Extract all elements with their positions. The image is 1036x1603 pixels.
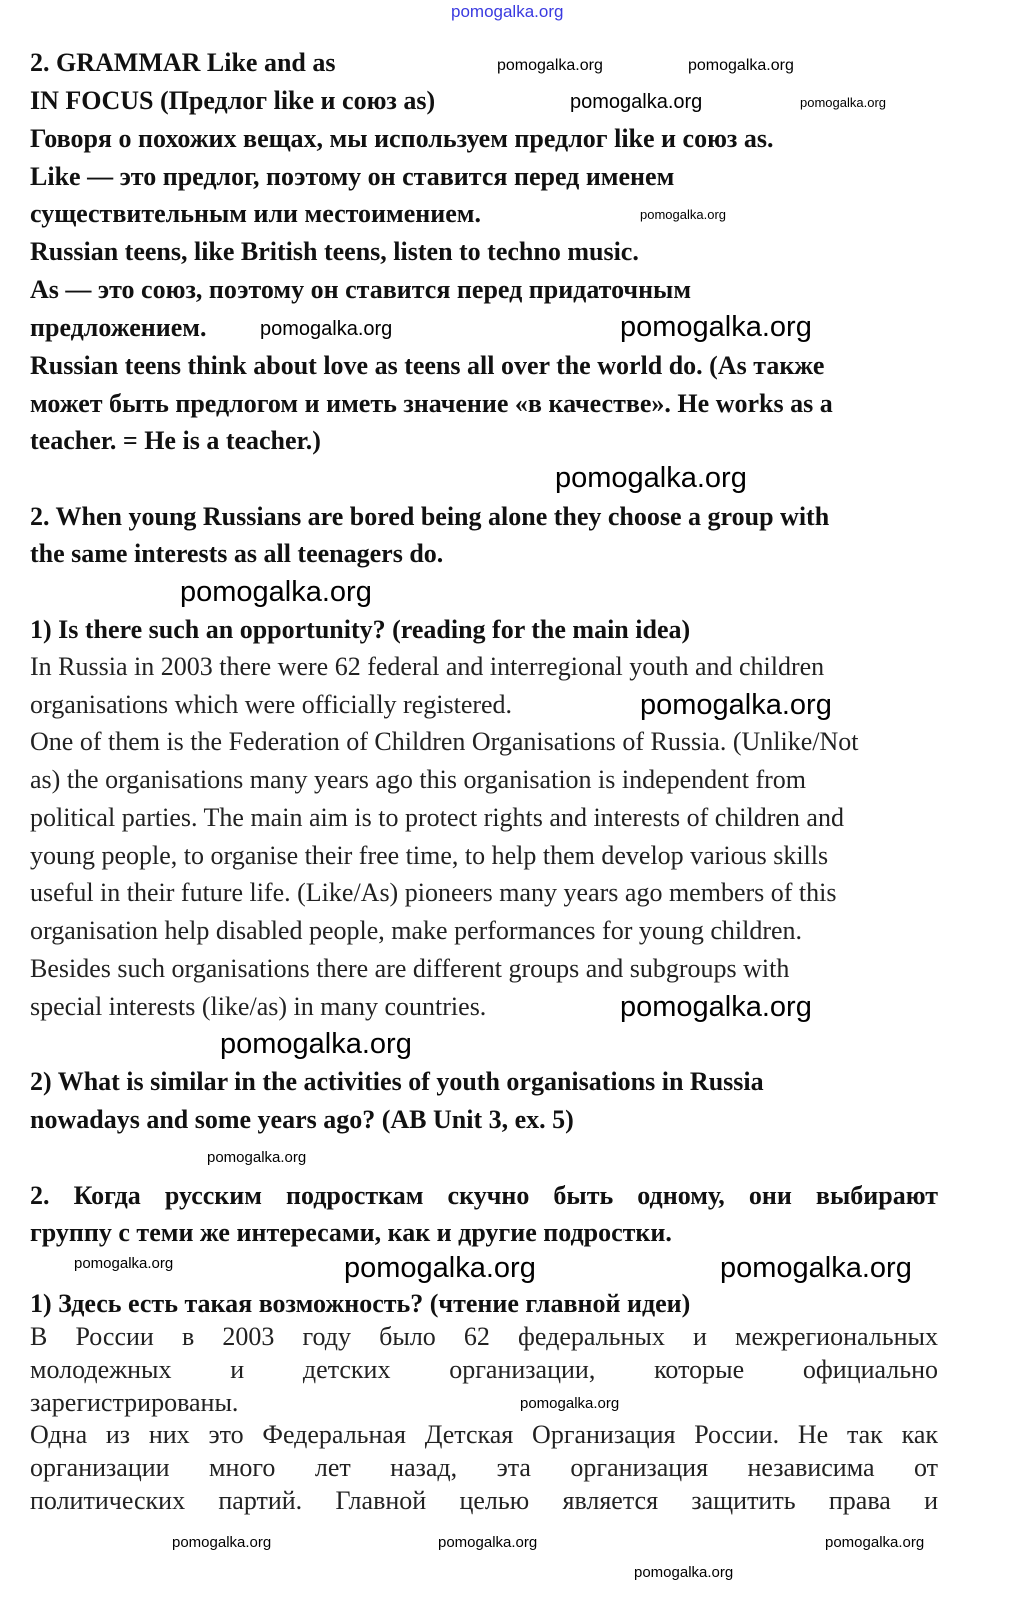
section-heading: 2. GRAMMAR Like and as (30, 48, 336, 77)
watermark: pomogalka.org (520, 1395, 620, 1412)
watermark: pomogalka.org (220, 1028, 412, 1060)
exercise-heading: the same interests as all teenagers do. (30, 539, 444, 568)
header-watermark: pomogalka.org (451, 2, 564, 21)
watermark: pomogalka.org (640, 207, 726, 222)
text-line: organisation help disabled people, make performances for young children. (30, 916, 803, 945)
watermark: pomogalka.org (634, 1564, 734, 1581)
text-line: предложением. (30, 313, 207, 342)
watermark: pomogalka.org (260, 318, 393, 340)
text-line: political parties. The main aim is to protect rights and interests of children and (30, 803, 844, 832)
watermark: pomogalka.org (74, 1255, 174, 1272)
watermark: pomogalka.org (555, 462, 747, 494)
text-line: young people, to organise their free time, to help them develop various skills (30, 841, 829, 870)
watermark: pomogalka.org (620, 311, 812, 343)
text-line: Говоря о похожих вещах, мы используем предлог like и союз as. (30, 124, 774, 153)
text-line: организации много лет назад, эта организация независима от (30, 1453, 938, 1482)
watermark: pomogalka.org (800, 95, 886, 110)
watermark: pomogalka.org (825, 1534, 925, 1551)
translation-heading: группу с теми же интересами, как и другие подростки. (30, 1218, 672, 1247)
text-line: as) the organisations many years ago this organisation is independent from (30, 765, 806, 794)
text-line: зарегистрированы. (30, 1388, 239, 1417)
text-line: Russian teens think about love as teens all over the world do. (As также (30, 351, 825, 380)
watermark: pomogalka.org (172, 1534, 272, 1551)
text-line: Одна из них это Федеральная Детская Организация России. Не так как (30, 1420, 938, 1449)
watermark: pomogalka.org (720, 1252, 912, 1284)
text-line: В России в 2003 году было 62 федеральных и межрегиональных (30, 1322, 938, 1351)
watermark: pomogalka.org (570, 91, 703, 113)
exercise-heading: 2. When young Russians are bored being alone they choose a group with (30, 502, 830, 531)
text-line: One of them is the Federation of Children Organisations of Russia. (Unlike/Not (30, 727, 859, 756)
watermark: pomogalka.org (497, 57, 603, 74)
section-subheading: IN FOCUS (Предлог like и союз as) (30, 86, 436, 115)
watermark: pomogalka.org (344, 1252, 536, 1284)
watermark: pomogalka.org (438, 1534, 538, 1551)
text-line: organisations which were officially registered. (30, 690, 513, 719)
question-heading: 2) What is similar in the activities of youth organisations in Russia (30, 1067, 764, 1096)
watermark: pomogalka.org (180, 576, 372, 608)
text-line: может быть предлогом и иметь значение «в качестве». He works as a (30, 389, 833, 418)
watermark: pomogalka.org (640, 689, 832, 721)
text-line: Russian teens, like British teens, listen to techno music. (30, 237, 639, 266)
question-heading: nowadays and some years ago? (AB Unit 3, ex. 5) (30, 1105, 574, 1134)
text-line: существительным или местоимением. (30, 199, 482, 228)
text-line: Like — это предлог, поэтому он ставится перед именем (30, 162, 675, 191)
text-line: special interests (like/as) in many countries. (30, 992, 487, 1021)
text-line: молодежных и детских организации, которые официально (30, 1355, 938, 1384)
text-line: As — это союз, поэтому он ставится перед придаточным (30, 275, 692, 304)
text-line: useful in their future life. (Like/As) pioneers many years ago members of this (30, 878, 837, 907)
text-line: In Russia in 2003 there were 62 federal and interregional youth and children (30, 652, 825, 681)
watermark: pomogalka.org (207, 1149, 307, 1166)
text-line: Besides such organisations there are different groups and subgroups with (30, 954, 790, 983)
translation-heading: 2. Когда русским подросткам скучно быть одному, они выбирают (30, 1181, 938, 1210)
translation-question: 1) Здесь есть такая возможность? (чтение главной идеи) (30, 1289, 691, 1318)
text-line: teacher. = He is a teacher.) (30, 426, 321, 455)
watermark: pomogalka.org (688, 57, 794, 74)
text-line: политических партий. Главной целью является защитить права и (30, 1486, 938, 1515)
question-heading: 1) Is there such an opportunity? (reading for the main idea) (30, 615, 691, 644)
watermark: pomogalka.org (620, 991, 812, 1023)
